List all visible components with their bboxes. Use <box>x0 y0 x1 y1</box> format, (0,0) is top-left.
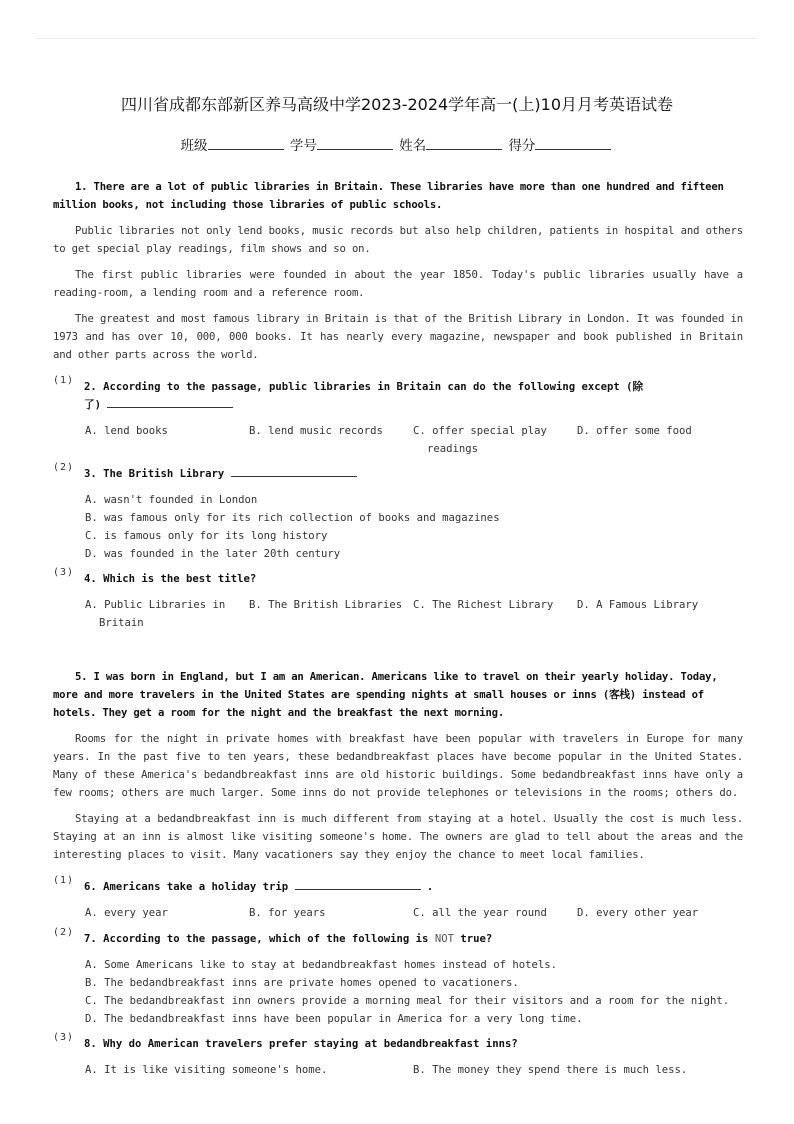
option-b[interactable]: B. was famous only for its rich collection of books and magazines <box>85 512 500 524</box>
question-text: 4. Which is the best title? <box>84 573 257 585</box>
answer-blank[interactable] <box>107 396 233 408</box>
question-number: (3) <box>53 567 75 578</box>
option-a[interactable]: A. Some Americans like to stay at bedandbreakfast homes instead of hotels. <box>85 959 557 971</box>
option-b[interactable]: B. The bedandbreakfast inns are private homes opened to vacationers. <box>85 977 519 989</box>
student-info-fields <box>0 134 794 154</box>
answer-blank[interactable] <box>231 465 357 477</box>
option-a[interactable]: A. every year <box>85 907 168 919</box>
passage-1-paragraph: Public libraries not only lend books, music records but also help children, patients in hospital and others to get special play readings, film shows and so on. <box>53 225 743 255</box>
option-d[interactable]: D. every other year <box>577 907 699 919</box>
option-a[interactable]: A. lend books <box>85 425 168 437</box>
option-b[interactable]: B. lend music records <box>249 425 383 437</box>
passage-2 <box>53 668 743 872</box>
question-tail: . <box>426 881 434 893</box>
student-number-label: 学号 <box>289 138 317 154</box>
name-label: 姓名 <box>399 138 427 154</box>
option-b[interactable]: B. for years <box>249 907 326 919</box>
passage-2-paragraph: Staying at a bedandbreakfast inn is much different from staying at a hotel. Usually the cost is much less. Staying at an inn is almost like visiting someone's home. The owners are glad to tell about the areas and the interesting places to visit. Many vacationers say they enjoy the chance to meet local families. <box>53 813 743 861</box>
question-number: (1) <box>53 875 75 886</box>
question-7-options <box>85 956 745 1028</box>
passage-2-paragraph: Rooms for the night in private homes with breakfast have been popular with travelers in Europe for many years. In the past five to ten years, these bedandbreakfast places have become popular in the United States. Many of these America's bedandbreakfast inns are old historic buildings. Some bedandbreakfast inns have only a few rooms; others are much larger. Some inns do not provide telephones or televisions in the rooms; others do. <box>53 733 743 799</box>
page-title: 四川省成都东部新区养马高级中学2023-2024学年高一(上)10月月考英语试卷 <box>120 95 674 114</box>
option-d[interactable]: D. A Famous Library <box>577 599 699 611</box>
option-b[interactable]: B. The money they spend there is much less. <box>413 1064 688 1076</box>
question-6-options <box>85 904 745 922</box>
passage-2-lead: 5. I was born in England, but I am an American. Americans like to travel on their yearly holiday. Today, more and more travelers in the United States are spending nights at small houses or inns (客栈) instead of hotels. They get a room for the night and the breakfast the next morning. <box>53 671 718 719</box>
class-label: 班级 <box>180 138 208 154</box>
question-number: (2) <box>53 462 75 473</box>
question-text-cont: 了) <box>84 399 101 411</box>
option-c[interactable]: C. all the year round <box>413 907 547 919</box>
option-a[interactable]: A. wasn't founded in London <box>85 494 258 506</box>
question-4-options <box>85 596 745 632</box>
question-number: (3) <box>53 1032 75 1043</box>
question-text: 2. According to the passage, public libraries in Britain can do the following except (除 <box>84 381 644 393</box>
student-number-blank[interactable] <box>317 137 393 150</box>
answer-blank[interactable] <box>295 878 421 890</box>
question-text: 7. According to the passage, which of the following is <box>84 933 429 945</box>
passage-1-lead: 1. There are a lot of public libraries in Britain. These libraries have more than one hundred and fifteen million books, not including those libraries of public schools. <box>53 181 724 211</box>
option-d[interactable]: D. was founded in the later 20th century <box>85 548 341 560</box>
option-c[interactable]: C. offer special play readings <box>413 425 547 455</box>
question-text: 6. Americans take a holiday trip <box>84 881 289 893</box>
option-c[interactable]: C. The Richest Library <box>413 599 554 611</box>
header-rule <box>36 38 758 39</box>
option-d[interactable]: D. The bedandbreakfast inns have been popular in America for a very long time. <box>85 1013 583 1025</box>
option-a[interactable]: A. It is like visiting someone's home. <box>85 1064 328 1076</box>
question-8-options <box>85 1061 745 1079</box>
question-number: (2) <box>53 927 75 938</box>
question-3-options <box>85 491 745 563</box>
question-text: 8. Why do American travelers prefer staying at bedandbreakfast inns? <box>84 1038 518 1050</box>
name-blank[interactable] <box>426 137 502 150</box>
passage-1 <box>53 178 743 372</box>
question-2-options <box>85 422 745 458</box>
option-c[interactable]: C. The bedandbreakfast inn owners provide a morning meal for their visitors and a room for the night. <box>85 995 730 1007</box>
option-a[interactable]: A. Public Libraries in Britain <box>85 599 226 629</box>
passage-1-paragraph: The first public libraries were founded in about the year 1850. Today's public libraries usually have a reading-room, a lending room and a reference room. <box>53 269 743 299</box>
score-blank[interactable] <box>535 137 611 150</box>
passage-1-paragraph: The greatest and most famous library in Britain is that of the British Library in London. It was founded in 1973 and has over 10, 000, 000 books. It has nearly every magazine, newspaper and book published in Britain and other parts across the world. <box>53 313 743 361</box>
not-emphasis: NOT <box>434 933 454 945</box>
question-number: (1) <box>53 375 75 386</box>
class-blank[interactable] <box>208 137 284 150</box>
question-text: 3. The British Library <box>84 468 225 480</box>
option-c[interactable]: C. is famous only for its long history <box>85 530 328 542</box>
option-d[interactable]: D. offer some food <box>577 425 692 437</box>
question-text-end: true? <box>460 933 493 945</box>
score-label: 得分 <box>508 138 536 154</box>
option-b[interactable]: B. The British Libraries <box>249 599 403 611</box>
